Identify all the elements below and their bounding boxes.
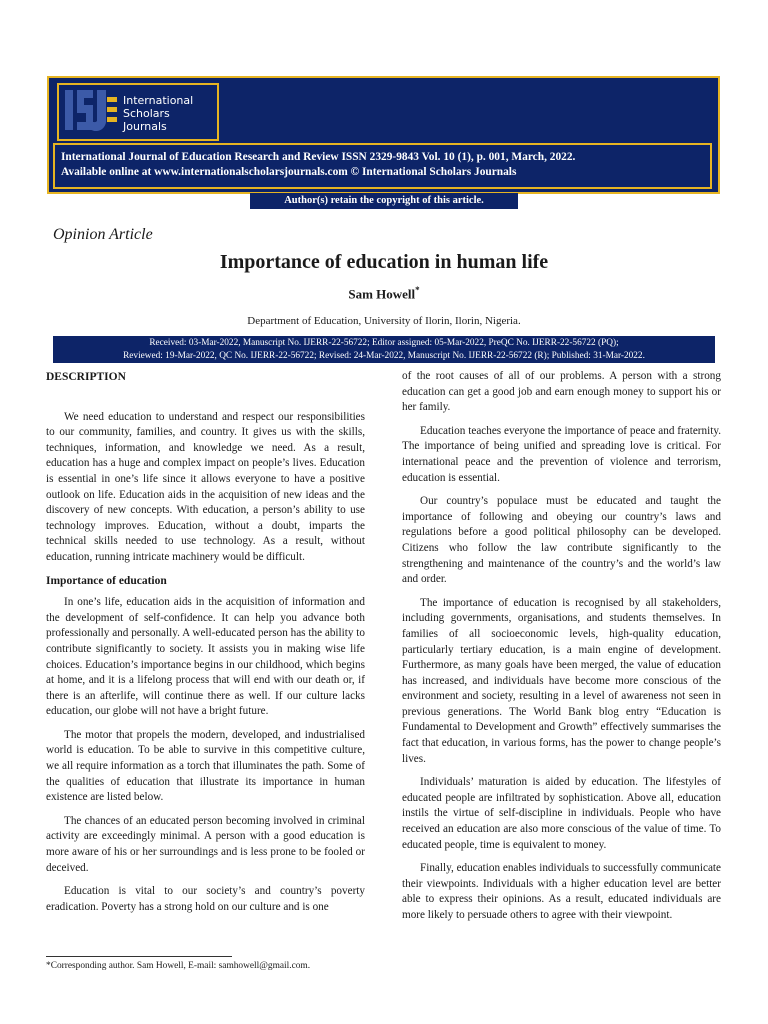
journal-logo xyxy=(57,83,219,141)
paragraph: In one’s life, education aids in the acquisition of information and the development of self-confidence. It can help you advance both professionally and personally. A well-educated person has the ability to contribute significantly to society. It assists you in making wise life choices. Education’s importance begins in our childhood, which begins at home, and it is a lifelong process that will end with our death or, if there is an afterlife, will continue there as well. If our culture lacks education, our globe will not have a bright future. xyxy=(46,596,365,718)
dates-line-1: Received: 03-Mar-2022, Manuscript No. IJERR-22-56722; Editor assigned: 05-Mar-2022, PreQC No. IJERR-22-56722 (PQ); xyxy=(149,338,619,348)
author-name xyxy=(0,285,768,302)
journal-citation-line: International Journal of Education Research and Review ISSN 2329-9843 Vol. 10 (1), p. 001, March, 2022. xyxy=(61,151,576,163)
logo-wordmark xyxy=(123,94,193,133)
copyright-notice: Author(s) retain the copyright of this article. xyxy=(250,193,518,209)
article-type: Opinion Article xyxy=(53,226,153,243)
section-heading-importance: Importance of education xyxy=(46,574,167,587)
paragraph: The chances of an educated person becoming involved in criminal activity are exceedingly minimal. A person with a good education is more aware of his or her surroundings and is less prone to be fooled or deceived. xyxy=(46,814,365,874)
logo-line-2: Scholars xyxy=(123,107,170,120)
left-column xyxy=(46,370,365,923)
paragraph: We need education to understand and respect our responsibilities to our community, families, and country. It gives us with the skills, techniques, information, and knowledge we need. As a result, education has a huge and complex impact on people’s lives. Education is essential in one’s life since it allows everyone to have a positive outlook on life. Education aids in the acquisition of new ideas and the discovery of new concepts. With education, a person’s ability to use technology improves. Education, without a doubt, imparts the technical skills needed to use technology. As a result, without education, running intricate machinery would be difficult. xyxy=(46,410,365,563)
paragraph: The motor that propels the modern, developed, and industrialised world is education. To be able to survive in this competitive culture, we all require information as a torch that illuminates the path. Some of the qualities of education that illustrate its importance in human existence are listed below. xyxy=(46,728,365,804)
author-affiliation: Department of Education, University of Ilorin, Ilorin, Nigeria. xyxy=(247,315,521,327)
paragraph: Education is vital to our society’s and country’s poverty eradication. Poverty has a strong hold on our culture and is one xyxy=(46,885,365,913)
isj-logo-icon xyxy=(63,87,119,139)
corresponding-author-footnote: *Corresponding author. Sam Howell, E-mail: samhowell@gmail.com. xyxy=(46,961,311,971)
corresponding-author-mark: * xyxy=(415,285,420,295)
dates-line-2: Reviewed: 19-Mar-2022, QC No. IJERR-22-56722; Revised: 24-Mar-2022, Manuscript No. IJERR-22-56722 (R); Published: 31-Mar-2022. xyxy=(123,351,645,361)
logo-line-1: International xyxy=(123,94,194,107)
right-column xyxy=(402,369,721,932)
author-name-text: Sam Howell xyxy=(348,286,416,302)
paragraph: Our country’s populace must be educated and taught the importance of following and obeying our country’s laws and regulations before a good political philosophy can be developed. Citizens who follow the law contribute significantly to the strengthening and maintenance of the country’s and the world’s law and order. xyxy=(402,495,721,586)
paragraph: Individuals’ maturation is aided by education. The lifestyles of educated people are infiltrated by sophistication. Above all, education instils the virtue of self-discipline in individuals. People who have received an education are also more conscious of the value of time. To educated people, time is equivalent to money. xyxy=(402,776,721,851)
journal-availability-line: Available online at www.internationalscholarsjournals.com © International Scholars Journals xyxy=(61,166,517,178)
journal-citation-box xyxy=(53,143,712,189)
section-heading-description: DESCRIPTION xyxy=(46,371,126,383)
article-title: Importance of education in human life xyxy=(219,251,549,273)
paragraph: of the root causes of all of our problems. A person with a strong education can get a good job and earn enough money to support his or her family. xyxy=(402,370,721,414)
paragraph: Education teaches everyone the importance of peace and fraternity. The importance of being unified and spreading love is critical. For international peace and the prevention of violence and terrorism, education is essential. xyxy=(402,424,721,484)
footnote-divider xyxy=(46,956,232,957)
paragraph: The importance of education is recognised by all stakeholders, including governments, organisations, and students themselves. In families of all socioeconomic levels, high-quality education, particularly tertiary education, is a main engine of development. Furthermore, as many goals have been merged, the value of education has increased, and individuals have become more conscious of the environment and society, resulting in a level of awareness not seen in previous generations. The World Bank blog entry “Education is Fundamental to Development and Growth” effectively summarises the fact that education, in various forms, has the power to change people’s lives. xyxy=(402,596,721,765)
paragraph: Finally, education enables individuals to successfully communicate their viewpoints. Individuals with a higher education level are better able to express their opinions. As a result, educated individuals are more likely to persuade others to agree with their viewpoint. xyxy=(402,862,721,921)
logo-line-3: Journals xyxy=(123,120,167,133)
article-dates-bar xyxy=(53,336,715,363)
